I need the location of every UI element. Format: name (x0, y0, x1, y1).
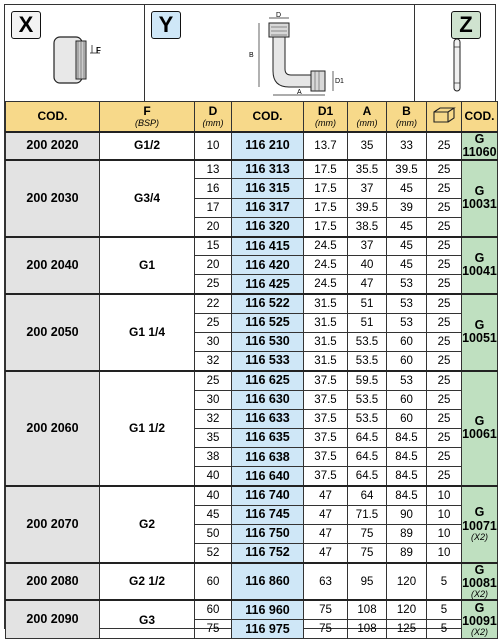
col-b (387, 102, 427, 132)
d-cell: 13 (195, 160, 232, 179)
qty-cell: 25 (427, 313, 462, 332)
d-cell: 15 (195, 237, 232, 256)
qty-cell: 25 (427, 294, 462, 313)
d1-cell: 37.5 (304, 467, 348, 486)
cod-z-value: G 10051 (462, 318, 497, 345)
hose-tail-cap-drawing (40, 23, 120, 93)
d-cell: 38 (195, 448, 232, 467)
table-row (6, 600, 500, 619)
a-cell: 40 (348, 256, 387, 275)
d1-cell: 17.5 (304, 179, 348, 198)
cod-z-note: (X2) (462, 590, 497, 599)
cod-z-note: (X2) (462, 628, 497, 637)
a-cell: 35 (348, 132, 387, 160)
cod-y-cell: 116 750 (232, 524, 304, 543)
a-cell: 59.5 (348, 371, 387, 390)
cod-z-value: G 10031 (462, 184, 497, 211)
col-d-label: D (209, 104, 218, 118)
b-cell: 53 (387, 294, 427, 313)
box-icon (432, 106, 456, 124)
d-cell: 60 (195, 563, 232, 601)
y-b-label: B (249, 52, 254, 59)
d-cell: 20 (195, 256, 232, 275)
a-cell: 53.5 (348, 390, 387, 409)
qty-cell: 25 (427, 467, 462, 486)
d1-cell: 31.5 (304, 332, 348, 351)
cod-x-cell: 200 2080 (6, 563, 100, 601)
b-cell: 45 (387, 217, 427, 236)
qty-cell: 25 (427, 275, 462, 294)
product-sheet (4, 4, 496, 629)
a-cell: 35.5 (348, 160, 387, 179)
elbow-hose-tail-drawing (235, 9, 365, 99)
col-cod-x: COD. (6, 102, 100, 132)
a-cell: 53.5 (348, 352, 387, 371)
d1-cell: 31.5 (304, 313, 348, 332)
cod-x-cell: 200 2060 (6, 371, 100, 486)
d-cell: 35 (195, 428, 232, 447)
cod-z-value: G 10091 (462, 601, 497, 628)
d-cell: 40 (195, 467, 232, 486)
d1-cell: 47 (304, 544, 348, 563)
qty-cell: 25 (427, 198, 462, 217)
col-qty (427, 102, 462, 132)
cod-y-cell: 116 530 (232, 332, 304, 351)
cod-y-cell: 116 313 (232, 160, 304, 179)
f-cell: G1 1/4 (100, 294, 195, 371)
table-row (6, 371, 500, 390)
a-cell: 95 (348, 563, 387, 601)
cod-z-cell (462, 237, 498, 295)
b-cell: 45 (387, 237, 427, 256)
cod-y-cell: 116 638 (232, 448, 304, 467)
cod-y-cell: 116 315 (232, 179, 304, 198)
table-row (6, 132, 500, 160)
d1-cell: 17.5 (304, 198, 348, 217)
col-cod-z: COD. (462, 102, 498, 132)
d1-cell: 37.5 (304, 371, 348, 390)
cod-y-cell: 116 740 (232, 486, 304, 505)
b-cell: 120 (387, 600, 427, 619)
header-y-panel (145, 5, 415, 101)
f-cell: G2 1/2 (100, 563, 195, 601)
gasket-drawing (447, 35, 467, 95)
qty-cell: 25 (427, 160, 462, 179)
d1-cell: 17.5 (304, 160, 348, 179)
product-table (5, 101, 500, 639)
d1-cell: 75 (304, 600, 348, 619)
cod-y-cell: 116 522 (232, 294, 304, 313)
d1-cell: 13.7 (304, 132, 348, 160)
a-cell: 51 (348, 294, 387, 313)
col-f (100, 102, 195, 132)
cod-y-cell: 116 625 (232, 371, 304, 390)
header-x-panel (5, 5, 145, 101)
qty-cell: 25 (427, 448, 462, 467)
a-cell: 71.5 (348, 505, 387, 524)
cod-y-cell: 116 640 (232, 467, 304, 486)
col-f-label: F (143, 104, 150, 118)
col-d-unit: (mm) (195, 118, 231, 128)
y-a-label: A (297, 89, 302, 96)
cod-z-cell (462, 371, 498, 486)
qty-cell: 5 (427, 600, 462, 619)
a-cell: 108 (348, 620, 387, 639)
b-cell: 120 (387, 563, 427, 601)
y-d-label: D (276, 12, 281, 19)
cod-x-cell: 200 2040 (6, 237, 100, 295)
col-d1-label: D1 (318, 104, 333, 118)
cod-y-cell: 116 425 (232, 275, 304, 294)
col-a (348, 102, 387, 132)
b-cell: 125 (387, 620, 427, 639)
cod-y-cell: 116 975 (232, 620, 304, 639)
d-cell: 30 (195, 332, 232, 351)
d1-cell: 47 (304, 486, 348, 505)
b-cell: 60 (387, 409, 427, 428)
d1-cell: 47 (304, 524, 348, 543)
qty-cell: 25 (427, 217, 462, 236)
d-cell: 75 (195, 620, 232, 639)
a-cell: 64.5 (348, 428, 387, 447)
d1-cell: 31.5 (304, 294, 348, 313)
table-header-row (6, 102, 500, 132)
col-d (195, 102, 232, 132)
table-body (6, 132, 500, 639)
cod-y-cell: 116 635 (232, 428, 304, 447)
cod-x-cell: 200 2090 (6, 600, 100, 638)
b-cell: 84.5 (387, 486, 427, 505)
qty-cell: 5 (427, 563, 462, 601)
d-cell: 25 (195, 275, 232, 294)
cod-y-cell: 116 633 (232, 409, 304, 428)
qty-cell: 25 (427, 352, 462, 371)
b-cell: 84.5 (387, 448, 427, 467)
col-a-unit: (mm) (348, 118, 386, 128)
d-cell: 50 (195, 524, 232, 543)
d-cell: 32 (195, 409, 232, 428)
table-row (6, 486, 500, 505)
a-cell: 38.5 (348, 217, 387, 236)
col-cod-y: COD. (232, 102, 304, 132)
b-cell: 90 (387, 505, 427, 524)
d-cell: 45 (195, 505, 232, 524)
qty-cell: 5 (427, 620, 462, 639)
b-cell: 60 (387, 332, 427, 351)
d1-cell: 31.5 (304, 352, 348, 371)
cod-x-cell: 200 2070 (6, 486, 100, 563)
a-cell: 37 (348, 179, 387, 198)
cod-z-cell (462, 486, 498, 563)
qty-cell: 10 (427, 524, 462, 543)
f-cell: G1 1/2 (100, 371, 195, 486)
a-cell: 47 (348, 275, 387, 294)
b-cell: 45 (387, 179, 427, 198)
cod-y-cell: 116 420 (232, 256, 304, 275)
b-cell: 39 (387, 198, 427, 217)
d-cell: 17 (195, 198, 232, 217)
d-cell: 20 (195, 217, 232, 236)
col-b-label: B (402, 104, 411, 118)
qty-cell: 10 (427, 544, 462, 563)
a-cell: 108 (348, 600, 387, 619)
d-cell: 25 (195, 313, 232, 332)
cod-z-cell (462, 132, 498, 160)
b-cell: 89 (387, 524, 427, 543)
tag-x: X (11, 11, 41, 39)
f-cell: G1/2 (100, 132, 195, 160)
a-cell: 64.5 (348, 467, 387, 486)
cod-z-note: (X2) (462, 533, 497, 542)
b-cell: 60 (387, 352, 427, 371)
cod-z-cell (462, 160, 498, 237)
b-cell: 53 (387, 275, 427, 294)
header-z-panel (415, 5, 497, 101)
cod-y-cell: 116 210 (232, 132, 304, 160)
b-cell: 53 (387, 313, 427, 332)
qty-cell: 25 (427, 256, 462, 275)
y-d1-label: D1 (335, 78, 344, 85)
cod-z-cell (462, 294, 498, 371)
cod-y-cell: 116 745 (232, 505, 304, 524)
b-cell: 60 (387, 390, 427, 409)
d1-cell: 37.5 (304, 428, 348, 447)
col-d1 (304, 102, 348, 132)
f-cell: G3/4 (100, 160, 195, 237)
a-cell: 75 (348, 544, 387, 563)
cod-z-value: G 10071 (462, 505, 497, 532)
b-cell: 33 (387, 132, 427, 160)
d-cell: 30 (195, 390, 232, 409)
qty-cell: 10 (427, 505, 462, 524)
cod-y-cell: 116 525 (232, 313, 304, 332)
d-cell: 40 (195, 486, 232, 505)
cod-y-cell: 116 752 (232, 544, 304, 563)
f-cell: G1 (100, 237, 195, 295)
d-cell: 10 (195, 132, 232, 160)
d1-cell: 63 (304, 563, 348, 601)
b-cell: 84.5 (387, 428, 427, 447)
d-cell: 16 (195, 179, 232, 198)
col-b-unit: (mm) (387, 118, 426, 128)
cod-z-value: G 10061 (462, 414, 497, 441)
qty-cell: 10 (427, 486, 462, 505)
b-cell: 84.5 (387, 467, 427, 486)
cod-z-cell (462, 563, 498, 601)
b-cell: 45 (387, 256, 427, 275)
cod-y-cell: 116 317 (232, 198, 304, 217)
a-cell: 53.5 (348, 332, 387, 351)
table-row (6, 563, 500, 601)
d1-cell: 24.5 (304, 256, 348, 275)
cod-z-value: G 10081 (462, 563, 497, 590)
d1-cell: 37.5 (304, 409, 348, 428)
d1-cell: 24.5 (304, 237, 348, 256)
qty-cell: 25 (427, 428, 462, 447)
col-a-label: A (363, 104, 372, 118)
a-cell: 53.5 (348, 409, 387, 428)
b-cell: 39.5 (387, 160, 427, 179)
cod-y-cell: 116 860 (232, 563, 304, 601)
f-cell: G2 (100, 486, 195, 563)
table-row (6, 237, 500, 256)
qty-cell: 25 (427, 409, 462, 428)
d-cell: 25 (195, 371, 232, 390)
cod-x-cell: 200 2030 (6, 160, 100, 237)
cod-y-cell: 116 960 (232, 600, 304, 619)
d-cell: 60 (195, 600, 232, 619)
qty-cell: 25 (427, 332, 462, 351)
b-cell: 53 (387, 371, 427, 390)
a-cell: 64.5 (348, 448, 387, 467)
d1-cell: 37.5 (304, 448, 348, 467)
cod-x-cell: 200 2020 (6, 132, 100, 160)
a-cell: 51 (348, 313, 387, 332)
col-d1-unit: (mm) (304, 118, 347, 128)
table-row (6, 294, 500, 313)
a-cell: 64 (348, 486, 387, 505)
a-cell: 75 (348, 524, 387, 543)
x-f-label: F (96, 46, 101, 55)
cod-y-cell: 116 630 (232, 390, 304, 409)
f-cell: G3 (100, 600, 195, 638)
d1-cell: 75 (304, 620, 348, 639)
d-cell: 52 (195, 544, 232, 563)
b-cell: 89 (387, 544, 427, 563)
cod-x-cell: 200 2050 (6, 294, 100, 371)
cod-y-cell: 116 415 (232, 237, 304, 256)
d1-cell: 37.5 (304, 390, 348, 409)
cod-z-value: G 11060 (462, 132, 496, 159)
cod-y-cell: 116 533 (232, 352, 304, 371)
qty-cell: 25 (427, 371, 462, 390)
a-cell: 37 (348, 237, 387, 256)
tag-y: Y (151, 11, 181, 39)
table-row (6, 160, 500, 179)
d1-cell: 17.5 (304, 217, 348, 236)
d-cell: 22 (195, 294, 232, 313)
col-f-unit: (BSP) (100, 118, 194, 128)
d1-cell: 47 (304, 505, 348, 524)
cod-y-cell: 116 320 (232, 217, 304, 236)
a-cell: 39.5 (348, 198, 387, 217)
qty-cell: 25 (427, 132, 462, 160)
d-cell: 32 (195, 352, 232, 371)
cod-z-value: G 10041 (462, 251, 497, 278)
d1-cell: 24.5 (304, 275, 348, 294)
qty-cell: 25 (427, 179, 462, 198)
tag-z: Z (451, 11, 481, 39)
qty-cell: 25 (427, 390, 462, 409)
qty-cell: 25 (427, 237, 462, 256)
